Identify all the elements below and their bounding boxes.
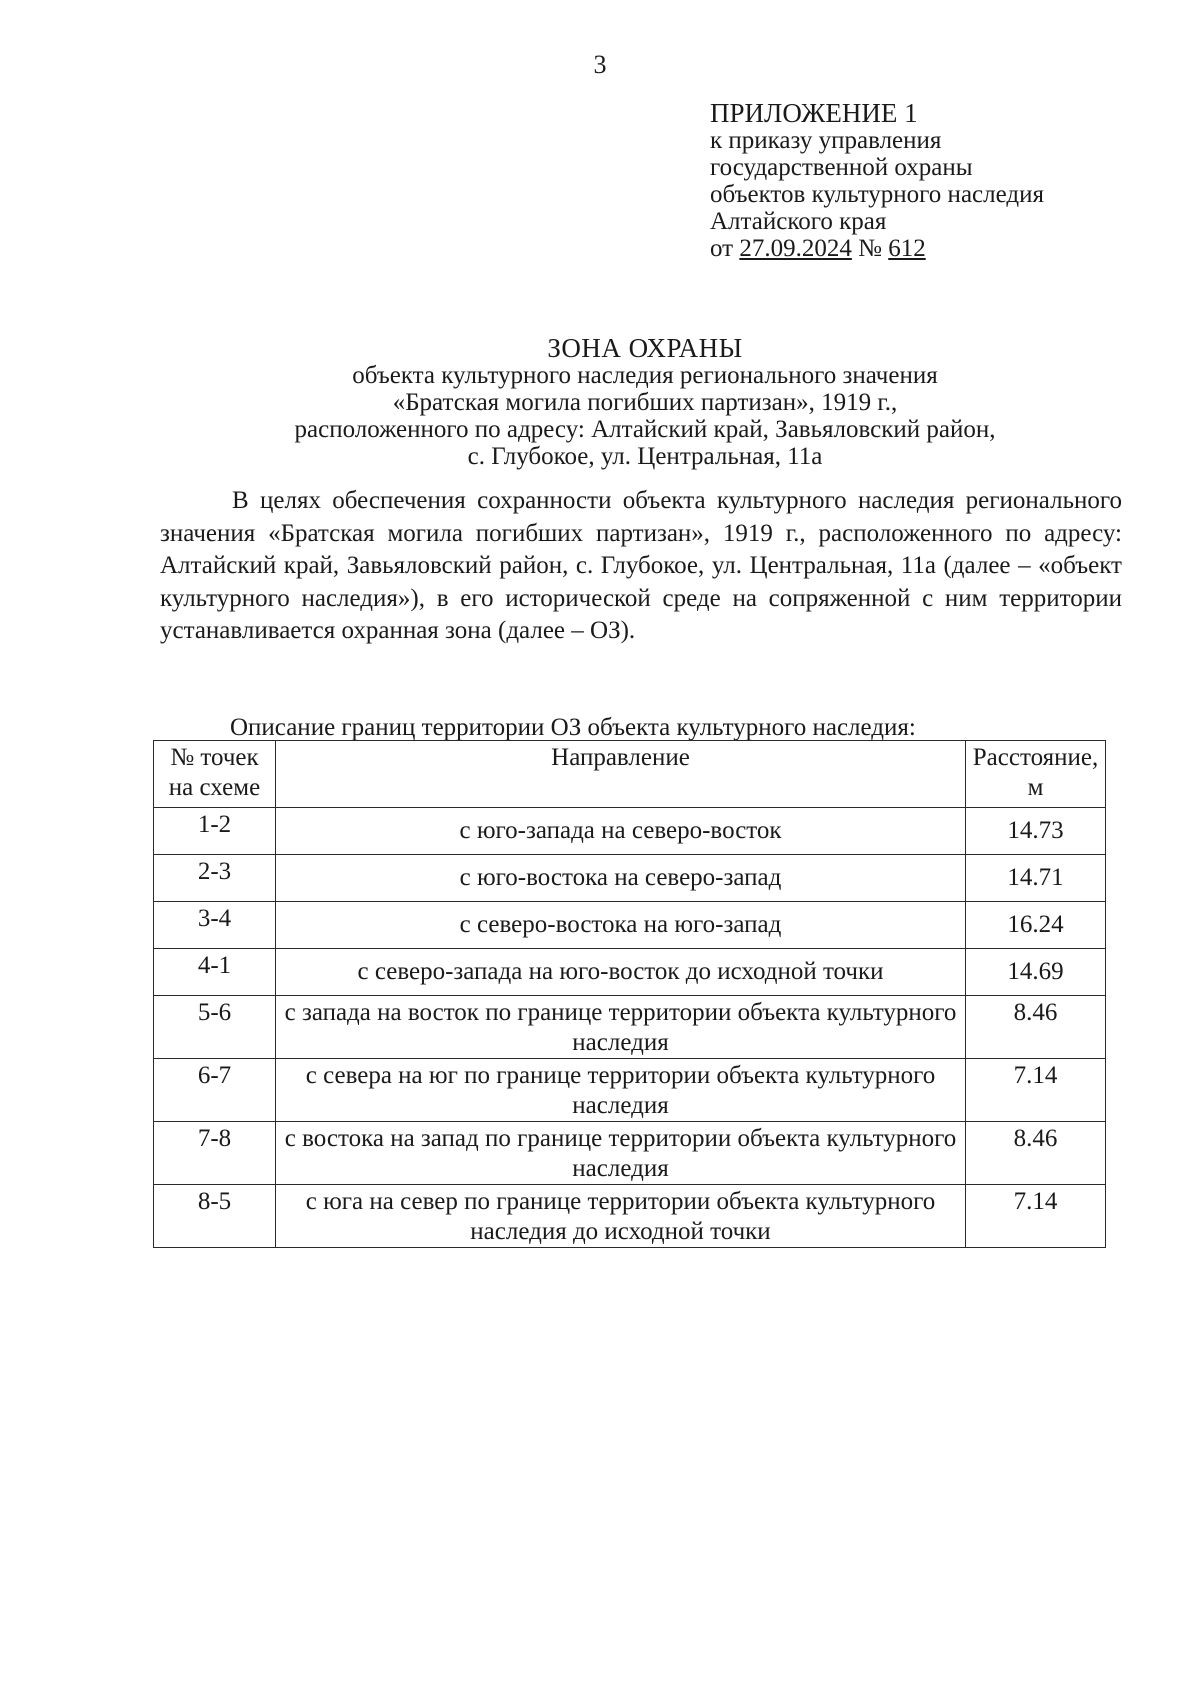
- appendix-line: объектов культурного наследия: [710, 181, 1044, 208]
- table-row: [154, 1185, 1106, 1248]
- cell-points: 7-8: [154, 1122, 276, 1185]
- cell-direction: с юга на север по границе территории объекта культурного наследия до исходной точки: [276, 1185, 966, 1248]
- page-number: 3: [593, 50, 607, 79]
- cell-points: 3-4: [154, 902, 276, 949]
- cell-points: 4-1: [154, 949, 276, 996]
- cell-direction: с севера на юг по границе территории объекта культурного наследия: [276, 1059, 966, 1122]
- table-row: [154, 1122, 1106, 1185]
- table-row: [154, 949, 1106, 996]
- boundary-table: [153, 740, 1106, 1248]
- header-points: № точек на схеме: [154, 741, 276, 808]
- order-date: 27.09.2024: [739, 235, 852, 262]
- appendix-block: [710, 100, 1044, 262]
- cell-distance: 16.24: [966, 902, 1106, 949]
- cell-points: 5-6: [154, 996, 276, 1059]
- cell-distance: 14.69: [966, 949, 1106, 996]
- header-distance: Расстояние, м: [966, 741, 1106, 808]
- appendix-date-line: [710, 235, 1044, 262]
- cell-distance: 14.73: [966, 808, 1106, 855]
- zone-line: «Братская могила погибших партизан», 1919 г.,: [392, 389, 898, 416]
- table-row: [154, 902, 1106, 949]
- cell-distance: 8.46: [966, 1122, 1106, 1185]
- table-header-row: [154, 741, 1106, 808]
- cell-points: 8-5: [154, 1185, 276, 1248]
- cell-direction: с запада на восток по границе территории объекта культурного наследия: [276, 996, 966, 1059]
- zone-line: с. Глубокое, ул. Центральная, 11а: [467, 443, 823, 470]
- cell-direction: с юго-запада на северо-восток: [276, 808, 966, 855]
- cell-distance: 8.46: [966, 996, 1106, 1059]
- cell-distance: 7.14: [966, 1059, 1106, 1122]
- cell-direction: с северо-запада на юго-восток до исходной точки: [276, 949, 966, 996]
- date-prefix: от: [710, 235, 740, 262]
- cell-points: 2-3: [154, 855, 276, 902]
- zone-line: расположенного по адресу: Алтайский край, Завьяловский район,: [294, 416, 996, 443]
- header-direction: Направление: [276, 741, 966, 808]
- zone-line: объекта культурного наследия регионального значения: [352, 362, 938, 389]
- appendix-line: к приказу управления: [710, 127, 942, 154]
- number-prefix: №: [851, 235, 889, 262]
- cell-direction: с востока на запад по границе территории объекта культурного наследия: [276, 1122, 966, 1185]
- order-number: 612: [888, 235, 926, 262]
- table-row: [154, 1059, 1106, 1122]
- zone-header: [130, 335, 1160, 470]
- appendix-line: Алтайского края: [710, 208, 887, 235]
- table-row: [154, 855, 1106, 902]
- cell-direction: с юго-востока на северо-запад: [276, 855, 966, 902]
- cell-direction: с северо-востока на юго-запад: [276, 902, 966, 949]
- body-paragraph: В целях обеспечения сохранности объекта культурного наследия регионального значения «Братская могила погибших партизан», 1919 г., расположенного по адресу: Алтайский край, Завьяловский район, с. Глубокое, ул. Центральная, 11а (далее – «объект культурного наследия»), в его исторической среде на сопряженной с ним территории устанавливается охранная зона (далее – ОЗ).: [160, 487, 1122, 644]
- table-caption: Описание границ территории ОЗ объекта культурного наследия:: [230, 714, 916, 741]
- cell-distance: 7.14: [966, 1185, 1106, 1248]
- table-row: [154, 808, 1106, 855]
- cell-points: 1-2: [154, 808, 276, 855]
- table-row: [154, 996, 1106, 1059]
- appendix-line: государственной охраны: [710, 154, 973, 181]
- zone-title: ЗОНА ОХРАНЫ: [547, 333, 743, 363]
- cell-distance: 14.71: [966, 855, 1106, 902]
- appendix-title: ПРИЛОЖЕНИЕ 1: [710, 98, 918, 128]
- cell-points: 6-7: [154, 1059, 276, 1122]
